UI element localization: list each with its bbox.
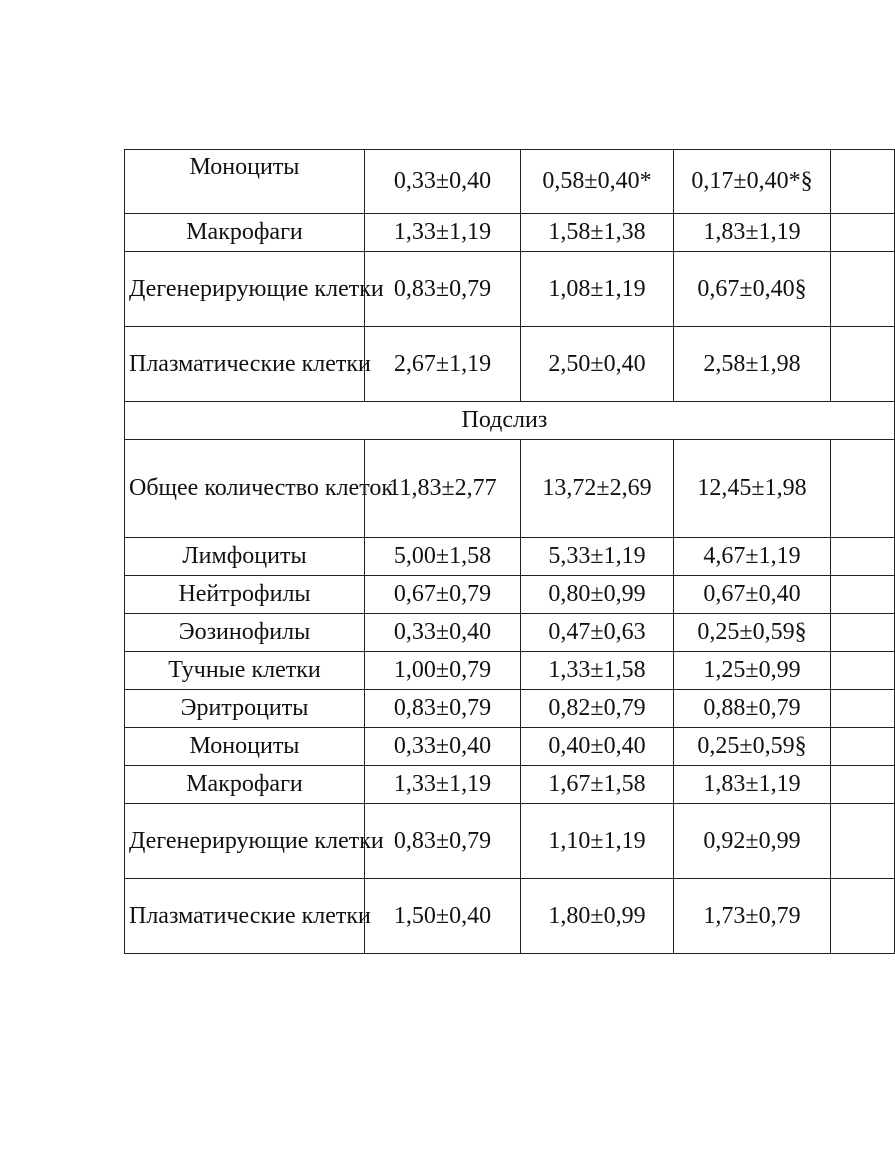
value-cell: 0,40±0,40: [521, 728, 674, 766]
value-cell: 0,33±0,40: [365, 728, 521, 766]
table-row: [125, 576, 895, 614]
value-cell: 1,67±1,58: [521, 766, 674, 804]
value-cell-empty: [831, 150, 895, 214]
value-cell: 4,67±1,19: [674, 538, 831, 576]
value-cell: 0,17±0,40*§: [674, 150, 831, 214]
section-label: Подслиз: [461, 407, 548, 433]
table-row: [125, 252, 895, 327]
value-cell-empty: [831, 576, 895, 614]
value-cell: 5,33±1,19: [521, 538, 674, 576]
table-row: [125, 766, 895, 804]
value-cell: 0,88±0,79: [674, 690, 831, 728]
value-cell: 1,33±1,19: [365, 214, 521, 252]
value-cell-empty: [831, 614, 895, 652]
value-cell: 1,83±1,19: [674, 214, 831, 252]
value-cell: 1,83±1,19: [674, 766, 831, 804]
value-cell: 2,50±0,40: [521, 327, 674, 402]
value-cell: 1,80±0,99: [521, 879, 674, 954]
value-cell-empty: [831, 652, 895, 690]
value-cell: 0,82±0,79: [521, 690, 674, 728]
table-row: [125, 614, 895, 652]
value-cell: 1,25±0,99: [674, 652, 831, 690]
row-label: Эритроциты: [125, 690, 365, 728]
value-cell: 1,58±1,38: [521, 214, 674, 252]
table-row: [125, 538, 895, 576]
row-label: Плазматические клетки: [125, 879, 365, 954]
value-cell: 1,50±0,40: [365, 879, 521, 954]
value-cell: 0,47±0,63: [521, 614, 674, 652]
value-cell: 1,10±1,19: [521, 804, 674, 879]
row-label: Макрофаги: [125, 766, 365, 804]
value-cell: 0,67±0,40§: [674, 252, 831, 327]
table-row: [125, 327, 895, 402]
table-row: [125, 440, 895, 538]
row-label: Моноциты: [125, 728, 365, 766]
value-cell: 0,25±0,59§: [674, 614, 831, 652]
value-cell-empty: [831, 804, 895, 879]
row-label: Эозинофилы: [125, 614, 365, 652]
row-label: Дегенерирующие клетки: [125, 804, 365, 879]
value-cell: 0,33±0,40: [365, 150, 521, 214]
value-cell-empty: [831, 327, 895, 402]
value-cell: 11,83±2,77: [365, 440, 521, 538]
value-cell: 0,83±0,79: [365, 690, 521, 728]
value-cell: 0,67±0,40: [674, 576, 831, 614]
value-cell: 1,08±1,19: [521, 252, 674, 327]
value-cell: 1,33±1,19: [365, 766, 521, 804]
value-cell: 1,73±0,79: [674, 879, 831, 954]
value-cell: 0,58±0,40*: [521, 150, 674, 214]
value-cell: 1,33±1,58: [521, 652, 674, 690]
value-cell: 2,67±1,19: [365, 327, 521, 402]
value-cell: 0,33±0,40: [365, 614, 521, 652]
value-cell: 0,92±0,99: [674, 804, 831, 879]
value-cell-empty: [831, 252, 895, 327]
section-header-cell: [125, 402, 895, 440]
value-cell-empty: [831, 538, 895, 576]
value-cell-empty: [831, 214, 895, 252]
value-cell-empty: [831, 690, 895, 728]
table-row: [125, 150, 895, 214]
row-label: Моноциты: [125, 150, 365, 214]
table-row: [125, 690, 895, 728]
row-label: Общее количество клеток: [125, 440, 365, 538]
value-cell: 0,25±0,59§: [674, 728, 831, 766]
table-row: [125, 879, 895, 954]
table-row: [125, 652, 895, 690]
value-cell: 0,83±0,79: [365, 804, 521, 879]
value-cell-empty: [831, 879, 895, 954]
table-row: [125, 214, 895, 252]
row-label: Лимфоциты: [125, 538, 365, 576]
value-cell: 0,80±0,99: [521, 576, 674, 614]
value-cell: 0,67±0,79: [365, 576, 521, 614]
row-label: Макрофаги: [125, 214, 365, 252]
table-row: [125, 804, 895, 879]
row-label: Тучные клетки: [125, 652, 365, 690]
value-cell: 0,83±0,79: [365, 252, 521, 327]
value-cell-empty: [831, 728, 895, 766]
table-row: [125, 728, 895, 766]
value-cell: 1,00±0,79: [365, 652, 521, 690]
value-cell-empty: [831, 440, 895, 538]
value-cell-empty: [831, 766, 895, 804]
value-cell: 2,58±1,98: [674, 327, 831, 402]
row-label: Нейтрофилы: [125, 576, 365, 614]
row-label: Дегенерирующие клетки: [125, 252, 365, 327]
cell-count-table: [124, 149, 895, 954]
value-cell: 5,00±1,58: [365, 538, 521, 576]
section-row: [125, 402, 895, 440]
value-cell: 12,45±1,98: [674, 440, 831, 538]
row-label: Плазматические клетки: [125, 327, 365, 402]
value-cell: 13,72±2,69: [521, 440, 674, 538]
